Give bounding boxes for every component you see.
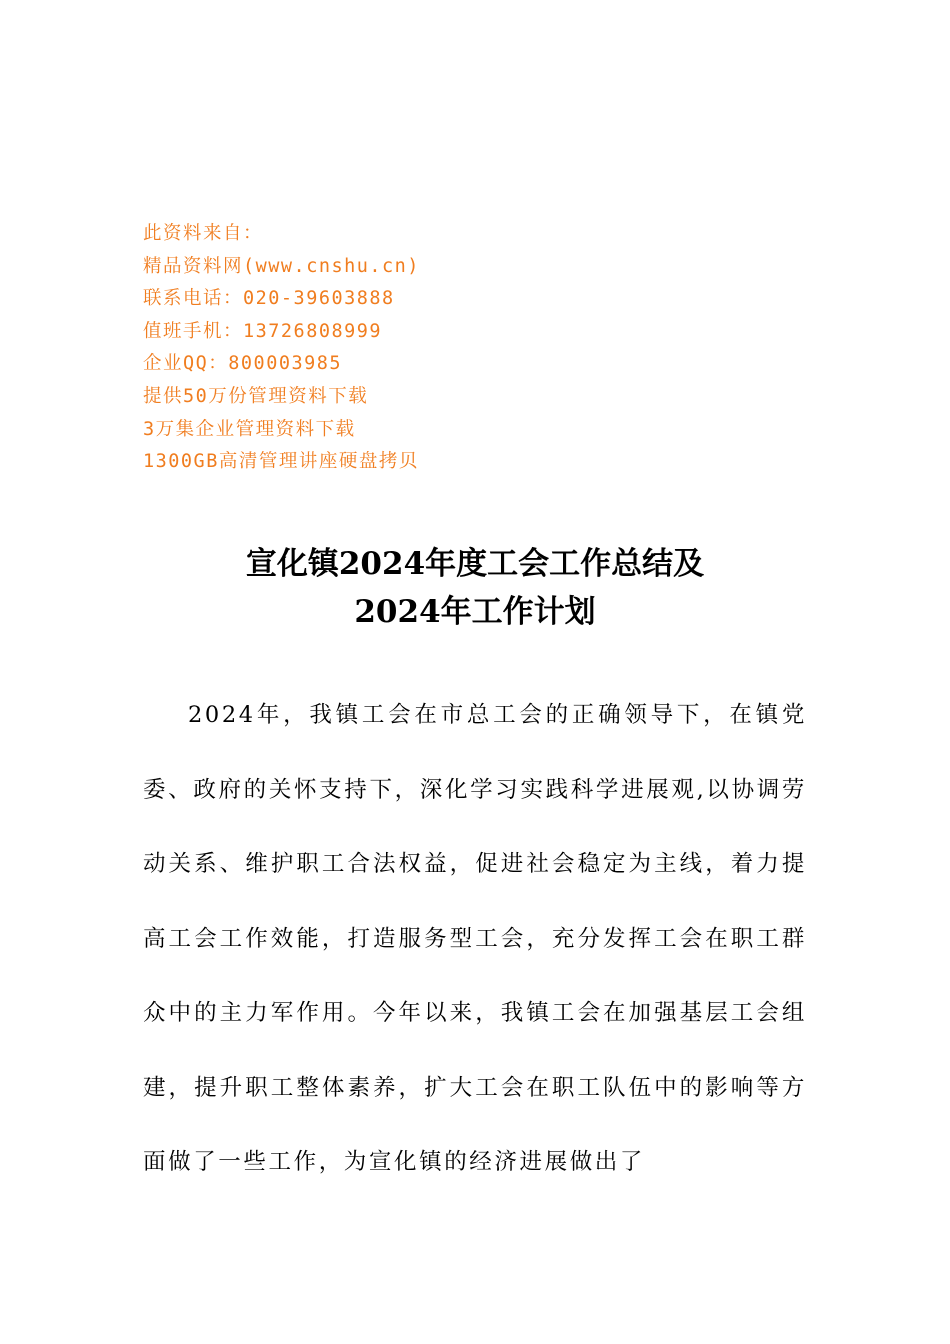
source-line-offer-2: 3万集企业管理资料下载 [143, 418, 356, 440]
document-title-line-1: 宣化镇2024年度工会工作总结及 [245, 546, 705, 582]
source-line-mobile: 值班手机：13726808999 [143, 320, 383, 342]
source-line-website: 精品资料网(www.cnshu.cn) [143, 255, 420, 277]
source-info-block [143, 218, 603, 479]
source-line-qq: 企业QQ：800003985 [143, 353, 343, 375]
source-line-phone: 联系电话：020-39603888 [143, 288, 395, 310]
document-title-line-2: 2024年工作计划 [354, 594, 596, 630]
source-line-offer-3: 1300GB高清管理讲座硬盘拷贝 [143, 451, 419, 473]
source-line-offer-1: 提供50万份管理资料下载 [143, 385, 369, 407]
body-paragraph: 2024年，我镇工会在市总工会的正确领导下，在镇党委、政府的关怀支持下，深化学习实践科学进展观,以协调劳动关系、维护职工合法权益，促进社会稳定为主线，着力提高工会工作效能，打造服务型工会，充分发挥工会在职工群众中的主力军作用。今年以来，我镇工会在加强基层工会组建，提升职工整体素养，扩大工会在职工队伍中的影响等方面做了一些工作，为宣化镇的经济进展做出了 [143, 702, 807, 1175]
document-title [120, 540, 830, 636]
source-line-intro: 此资料来自： [143, 223, 264, 244]
